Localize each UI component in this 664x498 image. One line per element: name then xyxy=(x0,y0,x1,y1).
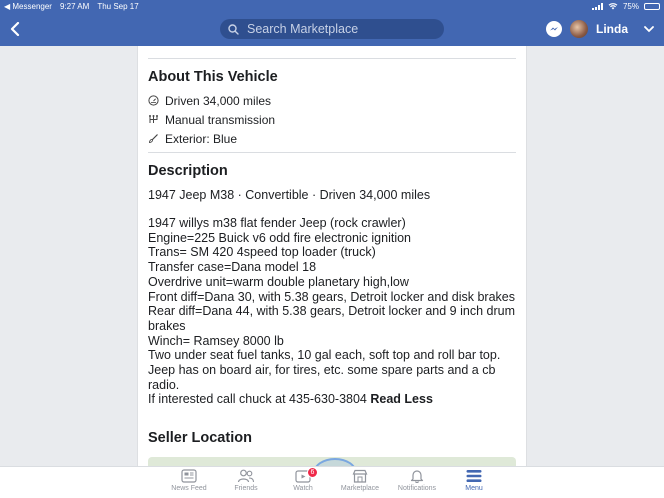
description-line: Trans= SM 420 4speed top loader (truck) xyxy=(148,245,376,260)
bottom-tab-bar xyxy=(0,466,664,498)
avatar[interactable] xyxy=(570,20,588,38)
status-date: Thu Sep 17 xyxy=(97,1,139,11)
description-line: Front diff=Dana 30, with 5.38 gears, Detroit locker and disk brakes xyxy=(148,289,515,304)
description-line: Two under seat fuel tanks, 10 gal each, soft top and roll bar top. xyxy=(148,348,501,363)
signal-icon xyxy=(592,3,603,10)
chevron-down-icon[interactable] xyxy=(644,26,654,33)
description-summary: 1947 Jeep M38 · Convertible · Driven 34,000 miles xyxy=(148,188,431,202)
tab-label: News Feed xyxy=(171,485,207,492)
description-line-last xyxy=(148,392,516,407)
description-line: Engine=225 Buick v6 odd fire electronic ignition xyxy=(148,230,412,245)
battery-percent: 75% xyxy=(622,1,639,11)
description-line: Rear diff=Dana 44, with 5.38 gears, Detroit locker and 9 inch drum xyxy=(148,304,515,319)
about-item-transmission xyxy=(148,110,516,129)
wifi-icon xyxy=(608,2,618,10)
tab-label: Marketplace xyxy=(340,485,380,492)
description-section xyxy=(148,163,516,407)
about-section xyxy=(148,69,516,148)
description-line: 1947 willys m38 flat fender Jeep (rock crawler) xyxy=(148,216,406,230)
search-input[interactable] xyxy=(247,22,427,36)
gear-shift-icon xyxy=(148,114,159,125)
watch-badge: 6 xyxy=(307,467,318,478)
tab-marketplace[interactable] xyxy=(330,469,390,492)
gauge-icon xyxy=(148,95,159,106)
messenger-icon[interactable] xyxy=(546,21,562,37)
tab-news-feed[interactable] xyxy=(159,469,219,492)
status-bar xyxy=(0,0,664,12)
tab-watch[interactable] xyxy=(273,469,333,492)
tab-friends[interactable] xyxy=(216,469,276,492)
about-item-label: Exterior: Blue xyxy=(165,131,238,146)
about-title: About This Vehicle xyxy=(148,69,278,85)
description-line: brakes xyxy=(148,318,186,333)
seller-location-title: Seller Location xyxy=(148,430,252,446)
battery-icon xyxy=(644,3,660,10)
tab-label: Menu xyxy=(465,485,483,492)
about-item-mileage xyxy=(148,91,516,110)
menu-icon xyxy=(466,469,482,483)
description-line: Overdrive unit=warm double planetary high,low xyxy=(148,274,409,289)
search-bar[interactable] xyxy=(220,19,444,39)
about-item-label: Manual transmission xyxy=(165,112,276,127)
description-line: radio. xyxy=(148,377,180,392)
tab-label: Friends xyxy=(234,485,258,492)
seller-location-section xyxy=(148,430,516,446)
status-time: 9:27 AM xyxy=(59,1,90,11)
about-item-exterior xyxy=(148,129,516,148)
about-item-label: Driven 34,000 miles xyxy=(165,93,272,108)
paint-brush-icon xyxy=(148,133,159,144)
search-icon xyxy=(228,24,239,35)
description-line: Winch= Ramsey 8000 lb xyxy=(148,333,284,348)
contact-text: If interested call chuck at 435-630-3804 xyxy=(148,392,367,407)
tab-notifications[interactable] xyxy=(387,469,447,492)
read-less-link[interactable]: Read Less xyxy=(370,392,433,407)
listing-details-card xyxy=(137,46,527,466)
back-button[interactable] xyxy=(0,12,30,46)
tab-menu[interactable] xyxy=(444,469,504,492)
divider xyxy=(148,152,516,153)
description-title: Description xyxy=(148,163,228,179)
seller-location-map[interactable] xyxy=(148,457,516,466)
description-body xyxy=(148,216,516,407)
news-feed-icon xyxy=(181,469,197,483)
bell-icon xyxy=(410,469,424,483)
description-line: Jeep has on board air, for tires, etc. some spare parts and a cb xyxy=(148,363,496,378)
location-radius-marker xyxy=(313,458,357,466)
tab-label: Notifications xyxy=(397,485,437,492)
chevron-left-icon xyxy=(10,22,20,36)
friends-icon xyxy=(237,469,255,483)
tab-label: Watch xyxy=(293,485,313,492)
description-line: Transfer case=Dana model 18 xyxy=(148,260,317,275)
back-to-app-label[interactable]: ◀ Messenger xyxy=(4,1,52,11)
user-name[interactable]: Linda xyxy=(596,22,628,36)
divider xyxy=(148,58,516,59)
marketplace-icon xyxy=(352,469,368,483)
top-nav-bar xyxy=(0,12,664,46)
